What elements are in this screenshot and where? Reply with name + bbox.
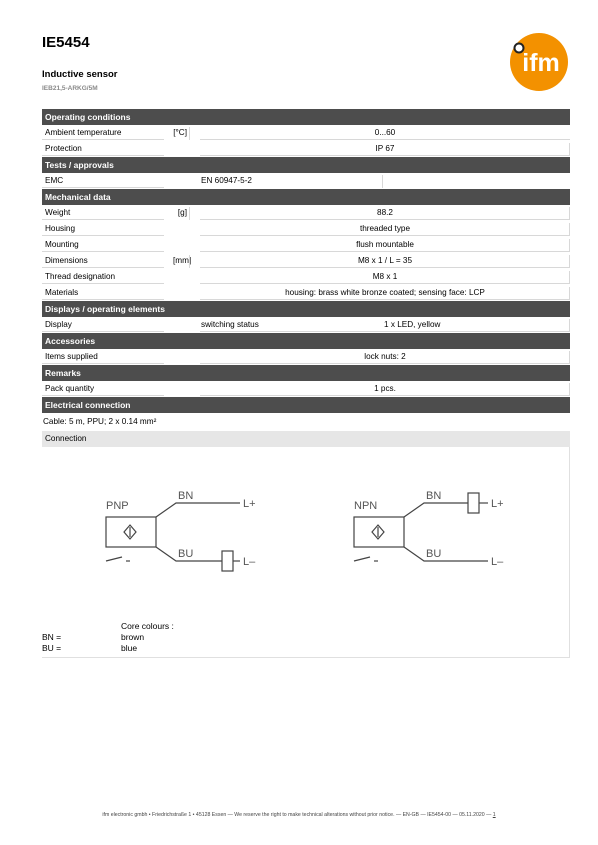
product-title: IE5454 <box>42 34 90 51</box>
row-unit: [mm] <box>173 256 192 265</box>
row-dimensions <box>42 253 570 269</box>
divider <box>42 331 164 332</box>
row-label: Pack quantity <box>45 384 95 393</box>
row-value: switching status <box>201 320 259 329</box>
row-thread-designation <box>42 269 570 285</box>
ifm-logo <box>510 33 568 91</box>
npn-sensor-body <box>354 517 404 547</box>
row-value: IP 67 <box>375 144 395 153</box>
row-label: Display <box>45 320 72 329</box>
page-number: 1 <box>492 812 496 818</box>
row-label: Weight <box>45 208 71 217</box>
npn-lplus-label: L+ <box>491 498 504 510</box>
row-pack-quantity <box>42 381 570 397</box>
divider <box>569 383 570 396</box>
row-display <box>42 317 570 333</box>
core-bu-value: blue <box>121 643 138 653</box>
divider <box>200 235 570 236</box>
row-unit: [°C] <box>173 128 187 137</box>
divider <box>42 235 164 236</box>
row-protection <box>42 141 570 157</box>
divider <box>200 331 570 332</box>
divider <box>569 239 570 252</box>
core-colours-heading: Core colours : <box>121 621 174 631</box>
pnp-bn-wire <box>156 503 240 517</box>
pnp-bu-label: BU <box>178 548 194 560</box>
divider <box>42 139 164 140</box>
row-label: Items supplied <box>45 352 98 361</box>
row-emc <box>42 173 570 189</box>
divider <box>189 127 190 140</box>
footer-text: ifm electronic gmbh • Friedrichstraße 1 • 45128 Essen — We reserve the right to make technical alterations without prior notice. — EN-GB — IE5454-00 — 05.11.2020 — <box>102 812 492 818</box>
divider <box>382 175 383 188</box>
divider <box>42 283 164 284</box>
row-label: EMC <box>45 176 64 185</box>
npn-load <box>468 493 479 513</box>
row-value: threaded type <box>359 224 411 233</box>
divider <box>200 155 570 156</box>
divider <box>569 143 570 156</box>
divider <box>42 299 164 300</box>
row-label: Mounting <box>45 240 79 249</box>
npn-bn-wire <box>404 503 468 517</box>
pnp-label: PNP <box>106 500 129 512</box>
section-tests-approvals: Tests / approvals <box>42 157 570 173</box>
divider <box>42 395 164 396</box>
pnp-load <box>222 551 233 571</box>
row-unit: [g] <box>177 208 187 217</box>
core-bu-key: BU = <box>42 643 62 653</box>
divider <box>42 363 164 364</box>
connection-header: Connection <box>42 431 570 447</box>
row-value: lock nuts: 2 <box>364 352 406 361</box>
npn-switch <box>354 557 370 561</box>
divider <box>569 255 570 268</box>
row-value: EN 60947-5-2 <box>201 176 252 185</box>
divider <box>200 363 570 364</box>
divider <box>42 251 164 252</box>
divider <box>569 271 570 284</box>
divider <box>42 219 164 220</box>
npn-lminus-label: L– <box>491 556 504 568</box>
page-footer <box>0 812 598 818</box>
divider <box>42 267 164 268</box>
divider <box>42 155 164 156</box>
row-value: 1 pcs. <box>374 384 396 393</box>
row-value: flush mountable <box>356 240 414 249</box>
section-operating-conditions: Operating conditions <box>42 109 570 125</box>
pnp-sensor-body <box>106 517 156 547</box>
row-label: Protection <box>45 144 82 153</box>
divider <box>200 283 570 284</box>
row-value: M8 x 1 <box>372 272 398 281</box>
row-value: M8 x 1 / L = 35 <box>357 256 413 265</box>
section-remarks: Remarks <box>42 365 570 381</box>
divider <box>200 395 570 396</box>
core-bn-key: BN = <box>42 632 62 642</box>
pnp-switch <box>106 557 122 561</box>
section-accessories: Accessories <box>42 333 570 349</box>
divider <box>200 267 570 268</box>
npn-label: NPN <box>354 500 378 512</box>
row-weight <box>42 205 570 221</box>
divider <box>569 287 570 300</box>
pnp-lplus-label: L+ <box>243 498 256 510</box>
divider <box>569 351 570 364</box>
core-bn-value: brown <box>121 632 145 642</box>
row-housing <box>42 221 570 237</box>
divider <box>200 299 570 300</box>
product-subtitle: Inductive sensor <box>42 69 118 80</box>
row-ambient-temperature <box>42 125 570 141</box>
type-code: IEB21,5-ARKG/5M <box>42 85 98 92</box>
row-label: Materials <box>45 288 79 297</box>
divider <box>189 255 190 268</box>
section-electrical-connection: Electrical connection <box>42 397 570 413</box>
section-mechanical-data: Mechanical data <box>42 189 570 205</box>
row-value: 88.2 <box>377 208 393 217</box>
pnp-bn-label: BN <box>178 490 194 502</box>
row-label: Ambient temperature <box>45 128 122 137</box>
row-label: Thread designation <box>45 272 116 281</box>
npn-bn-label: BN <box>426 490 442 502</box>
divider <box>200 219 570 220</box>
divider <box>569 319 570 332</box>
npn-bu-label: BU <box>426 548 442 560</box>
divider <box>200 139 570 140</box>
pnp-lminus-label: L– <box>243 556 256 568</box>
row-materials <box>42 285 570 301</box>
divider <box>569 223 570 236</box>
cable-spec: Cable: 5 m, PPU; 2 x 0.14 mm² <box>43 417 157 426</box>
logo-text: ifm <box>522 49 560 77</box>
divider <box>569 207 570 220</box>
section-displays: Displays / operating elements <box>42 301 570 317</box>
row-value-secondary: 1 x LED, yellow <box>384 320 441 329</box>
divider <box>42 187 164 188</box>
connection-diagram <box>42 447 570 658</box>
divider <box>200 251 570 252</box>
divider <box>189 207 190 220</box>
row-value: 0...60 <box>374 128 396 137</box>
row-items-supplied <box>42 349 570 365</box>
row-label: Housing <box>45 224 76 233</box>
npn-bu-wire <box>404 547 488 561</box>
datasheet-table <box>42 109 570 658</box>
row-mounting <box>42 237 570 253</box>
row-value: housing: brass white bronze coated; sensing face: LCP <box>285 288 485 297</box>
row-label: Dimensions <box>45 256 88 265</box>
